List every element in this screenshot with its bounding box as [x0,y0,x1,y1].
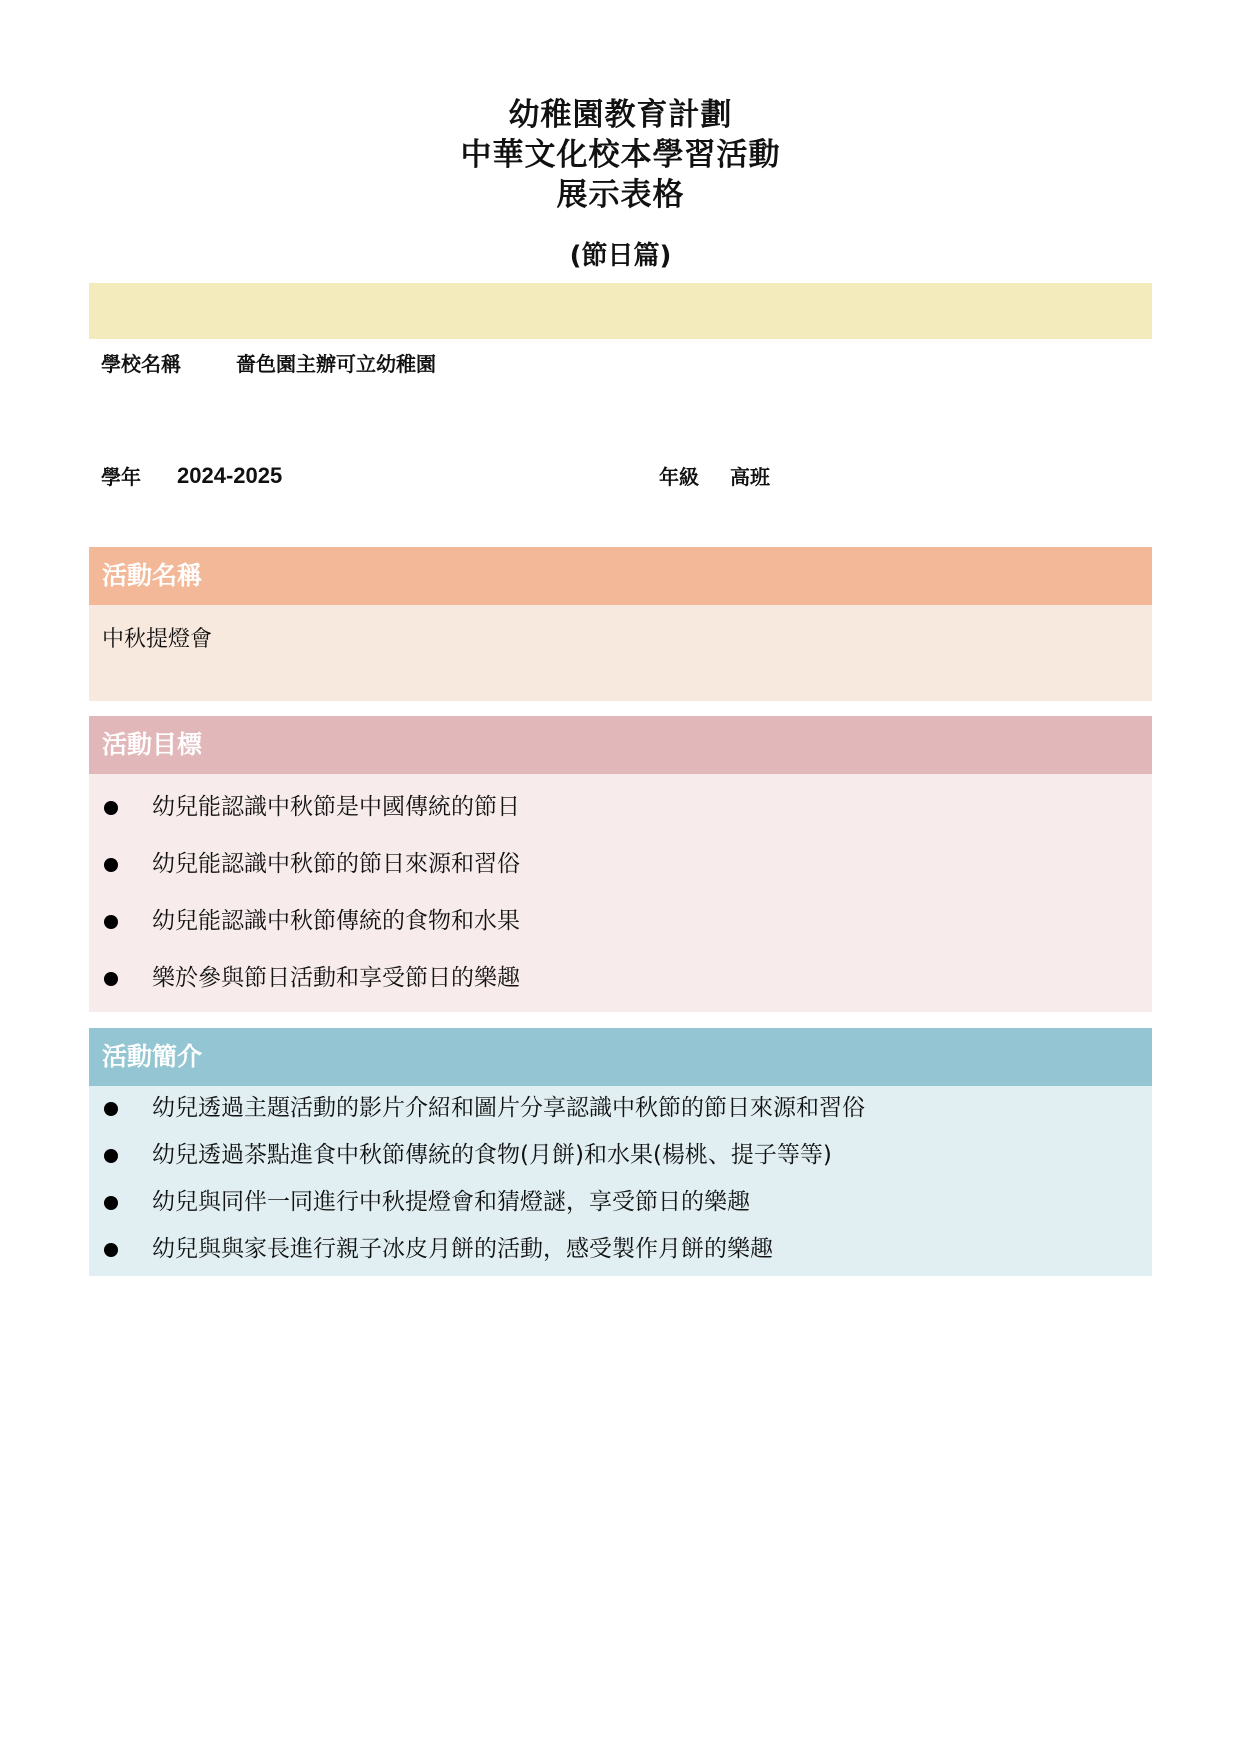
activity-objectives-header: 活動目標 [89,716,1152,774]
objective-text: 幼兒能認識中秋節的節日來源和習俗 [152,851,520,877]
list-item [89,1227,1152,1274]
list-item [89,950,1152,1007]
intro-list [89,1086,1152,1274]
activity-intro-header: 活動簡介 [89,1028,1152,1086]
bullet-icon [104,1102,118,1116]
activity-objectives-body [89,774,1152,1012]
activity-name-header: 活動名稱 [89,547,1152,605]
list-item [89,1086,1152,1133]
objectives-list [89,779,1152,1007]
title-line-2: 中華文化校本學習活動 [460,137,781,173]
bullet-icon [104,858,118,872]
school-name-value: 嗇色園主辦可立幼稚園 [236,352,436,376]
bullet-icon [104,972,118,986]
objective-text: 幼兒能認識中秋節是中國傳統的節日 [152,794,520,820]
bullet-icon [104,915,118,929]
list-item [89,893,1152,950]
document-title [0,95,1241,215]
list-item [89,836,1152,893]
school-year-label: 學年 [101,465,141,489]
grade-label: 年級 [659,465,699,489]
intro-text: 幼兒與與家長進行親子冰皮月餅的活動，感受製作月餅的樂趣 [152,1236,773,1262]
decorative-band [89,283,1152,339]
activity-name-value: 中秋提燈會 [102,627,213,652]
school-year-value: 2024-2025 [177,463,283,488]
activity-intro-body [89,1086,1152,1276]
objective-text: 幼兒能認識中秋節傳統的食物和水果 [152,908,520,934]
objective-text: 樂於參與節日活動和享受節日的樂趣 [152,965,520,991]
school-name-label: 學校名稱 [101,352,181,376]
bullet-icon [104,1149,118,1163]
bullet-icon [104,1243,118,1257]
list-item [89,779,1152,836]
document-subtitle: (節日篇) [569,241,672,271]
title-line-3: 展示表格 [556,177,685,213]
grade-value: 高班 [730,465,770,489]
intro-text: 幼兒與同伴一同進行中秋提燈會和猜燈謎，享受節日的樂趣 [152,1189,750,1215]
list-item [89,1133,1152,1180]
intro-text: 幼兒透過茶點進食中秋節傳統的食物(月餅)和水果(楊桃、提子等等) [152,1142,832,1168]
list-item [89,1180,1152,1227]
bullet-icon [104,801,118,815]
activity-name-body [89,605,1152,701]
bullet-icon [104,1196,118,1210]
intro-text: 幼兒透過主題活動的影片介紹和圖片分享認識中秋節的節日來源和習俗 [152,1095,865,1121]
title-line-1: 幼稚園教育計劃 [508,97,733,133]
